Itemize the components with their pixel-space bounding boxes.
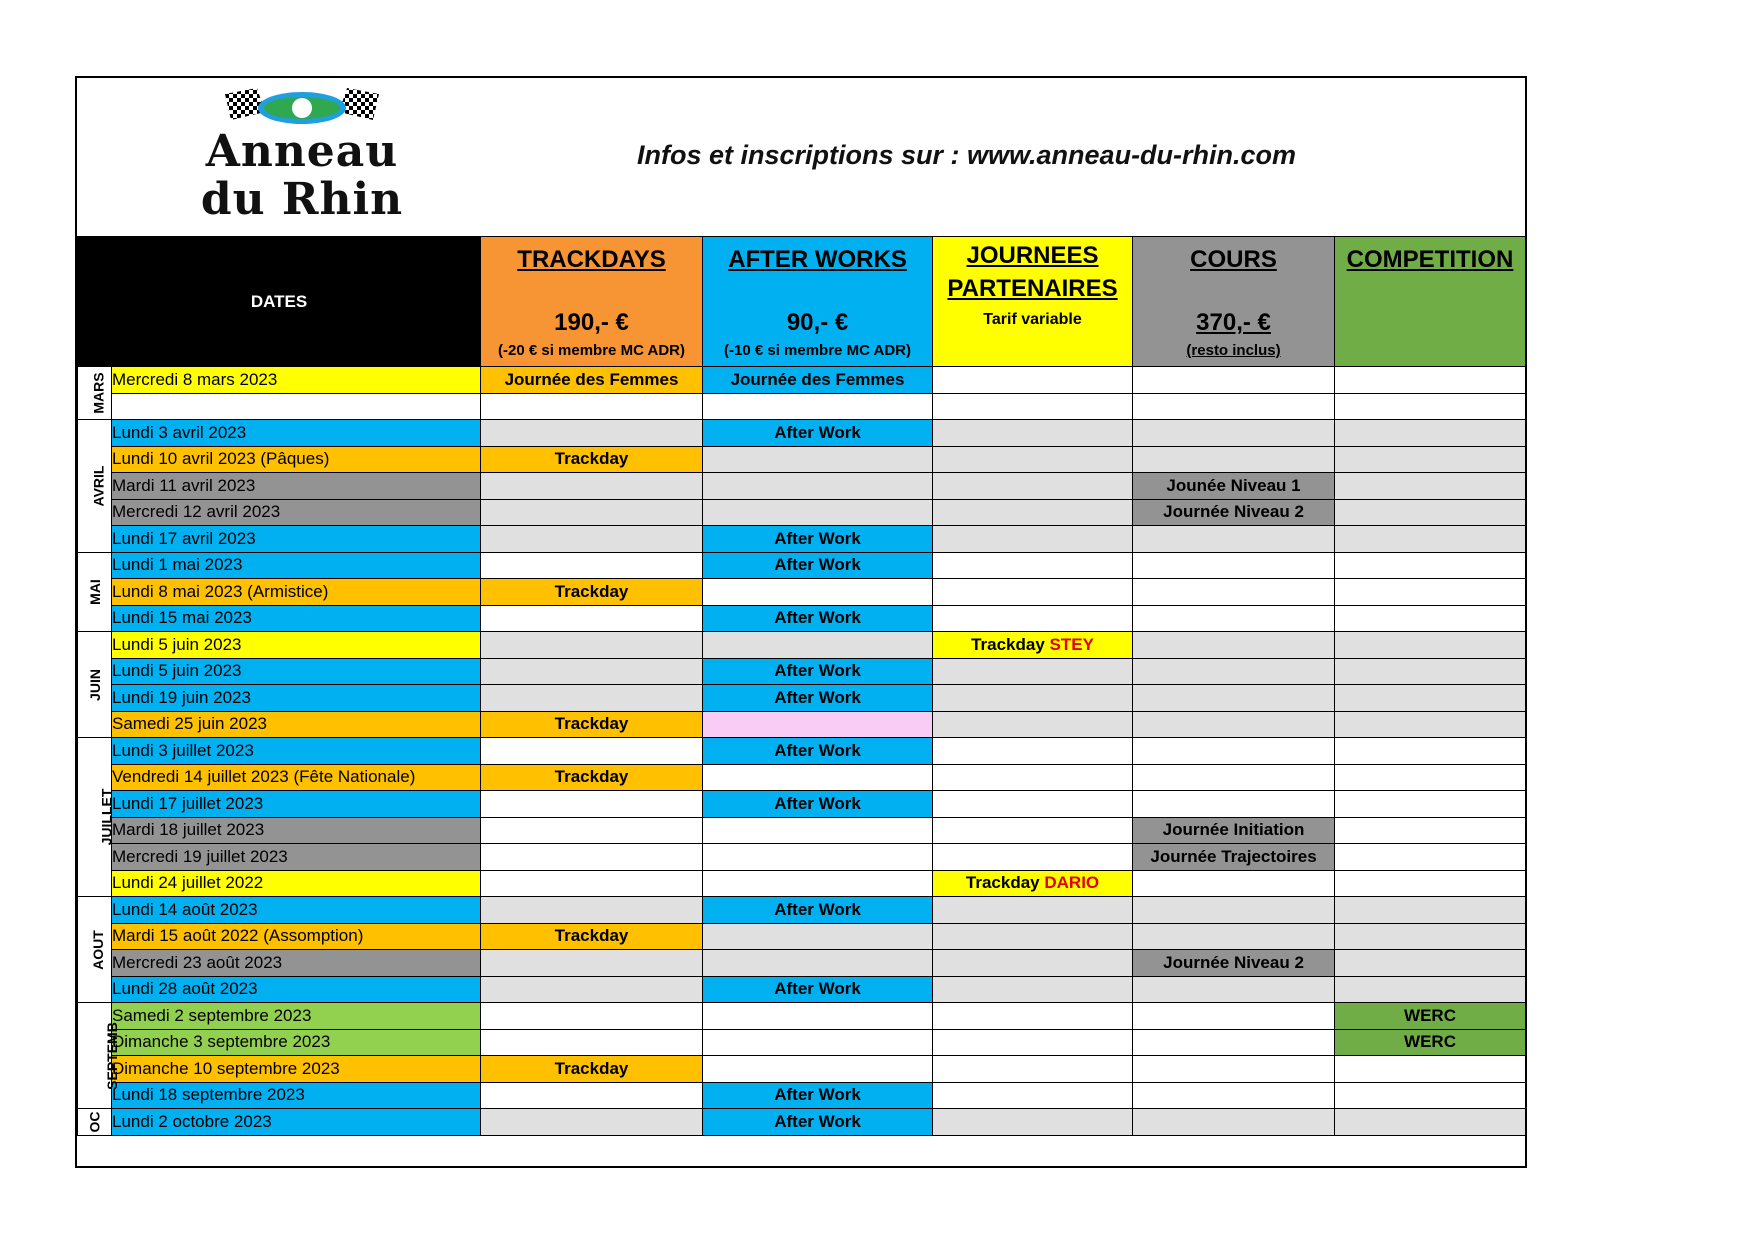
comp-cell xyxy=(1335,1003,1526,1030)
after-cell xyxy=(703,367,933,394)
date-cell xyxy=(112,393,481,420)
after-cell xyxy=(703,738,933,765)
table-row xyxy=(78,897,1526,924)
event-label: Trackday xyxy=(971,634,1045,654)
cours-cell xyxy=(1133,579,1335,606)
track-cell xyxy=(481,420,703,447)
comp-cell xyxy=(1335,791,1526,818)
date-cell: Mercredi 8 mars 2023 xyxy=(112,367,481,394)
event-label: Trackday xyxy=(554,767,629,787)
cours-cell xyxy=(1133,976,1335,1003)
table-row xyxy=(78,976,1526,1003)
comp-cell xyxy=(1335,473,1526,500)
month-label xyxy=(78,738,115,897)
part-cell xyxy=(933,791,1133,818)
part-cell xyxy=(933,526,1133,553)
event-label: After Work xyxy=(774,528,861,548)
cours-cell xyxy=(1133,685,1335,712)
part-cell xyxy=(933,1056,1133,1083)
cours-cell xyxy=(1133,526,1335,553)
comp-cell xyxy=(1335,870,1526,897)
event-label: After Work xyxy=(774,661,861,681)
event-label: After Work xyxy=(774,555,861,575)
track-cell xyxy=(481,764,703,791)
date-cell: Lundi 28 août 2023 xyxy=(112,976,481,1003)
partenaires-title1: JOURNEES xyxy=(966,242,1099,269)
table-row xyxy=(78,1003,1526,1030)
track-cell xyxy=(481,526,703,553)
comp-cell xyxy=(1335,446,1526,473)
part-cell xyxy=(933,764,1133,791)
cours-cell xyxy=(1133,764,1335,791)
part-cell xyxy=(933,420,1133,447)
part-cell xyxy=(933,738,1133,765)
afterworks-title: AFTER WORKS xyxy=(728,246,907,273)
comp-cell xyxy=(1335,844,1526,871)
part-cell xyxy=(933,552,1133,579)
track-cell xyxy=(481,897,703,924)
part-cell xyxy=(933,367,1133,394)
date-cell: Dimanche 10 septembre 2023 xyxy=(112,1056,481,1083)
event-label: After Work xyxy=(774,608,861,628)
date-cell: Lundi 15 mai 2023 xyxy=(112,605,481,632)
cours-cell xyxy=(1133,605,1335,632)
comp-cell xyxy=(1335,950,1526,977)
event-label: Journée Trajectoires xyxy=(1150,846,1317,866)
after-cell xyxy=(703,1109,933,1136)
partenaires-header xyxy=(933,237,1133,367)
table-row xyxy=(78,685,1526,712)
date-cell: Lundi 1 mai 2023 xyxy=(112,552,481,579)
afterworks-note: (-10 € si membre MC ADR) xyxy=(724,342,912,359)
part-cell xyxy=(933,1082,1133,1109)
after-cell xyxy=(703,870,933,897)
after-cell xyxy=(703,632,933,659)
table-row xyxy=(78,764,1526,791)
event-label: Trackday xyxy=(965,873,1040,893)
trackdays-header xyxy=(481,237,703,367)
track-cell xyxy=(481,446,703,473)
table-row xyxy=(78,605,1526,632)
comp-cell xyxy=(1335,393,1526,420)
trackdays-title: TRACKDAYS xyxy=(517,246,666,273)
part-cell xyxy=(933,393,1133,420)
comp-cell xyxy=(1335,658,1526,685)
event-label: Trackday xyxy=(554,926,629,946)
comp-cell xyxy=(1335,499,1526,526)
event-label: Journée des Femmes xyxy=(730,369,905,389)
part-cell xyxy=(933,844,1133,871)
date-cell: Samedi 2 septembre 2023 xyxy=(112,1003,481,1030)
after-cell xyxy=(703,1029,933,1056)
table-row xyxy=(78,632,1526,659)
date-cell: Lundi 14 août 2023 xyxy=(112,897,481,924)
checkered-flags-logo-icon xyxy=(217,86,387,128)
after-cell xyxy=(703,897,933,924)
date-cell: Dimanche 3 septembre 2023 xyxy=(112,1029,481,1056)
track-cell xyxy=(481,976,703,1003)
part-cell xyxy=(933,605,1133,632)
part-cell xyxy=(933,499,1133,526)
table-row xyxy=(78,579,1526,606)
after-cell xyxy=(703,1082,933,1109)
comp-cell xyxy=(1335,526,1526,553)
table-row xyxy=(78,499,1526,526)
date-cell: Samedi 25 juin 2023 xyxy=(112,711,481,738)
date-cell: Vendredi 14 juillet 2023 (Fête Nationale) xyxy=(112,764,481,791)
part-cell xyxy=(933,579,1133,606)
track-cell xyxy=(481,552,703,579)
event-label: WERC xyxy=(1404,1005,1456,1025)
table-row xyxy=(78,738,1526,765)
table-row xyxy=(78,923,1526,950)
part-cell xyxy=(933,685,1133,712)
partenaires-title2: PARTENAIRES xyxy=(947,275,1118,302)
table-row xyxy=(78,552,1526,579)
comp-cell xyxy=(1335,1029,1526,1056)
cours-cell xyxy=(1133,817,1335,844)
month-label xyxy=(78,420,112,553)
cours-title: COURS xyxy=(1190,246,1277,273)
event-label: After Work xyxy=(774,979,861,999)
comp-cell xyxy=(1335,1109,1526,1136)
track-cell xyxy=(481,367,703,394)
comp-cell xyxy=(1335,764,1526,791)
date-cell: Mercredi 12 avril 2023 xyxy=(112,499,481,526)
track-cell xyxy=(481,950,703,977)
track-cell xyxy=(481,605,703,632)
track-cell xyxy=(481,1109,703,1136)
event-label: After Work xyxy=(774,793,861,813)
header-row xyxy=(78,237,1526,367)
part-cell xyxy=(933,1029,1133,1056)
table-row xyxy=(78,711,1526,738)
table-row xyxy=(78,420,1526,447)
month-label xyxy=(78,1109,112,1136)
after-cell xyxy=(703,923,933,950)
cours-cell xyxy=(1133,870,1335,897)
month-label xyxy=(78,367,112,420)
table-row xyxy=(78,950,1526,977)
cours-cell xyxy=(1133,632,1335,659)
part-cell xyxy=(933,446,1133,473)
event-label: After Work xyxy=(774,899,861,919)
after-cell xyxy=(703,446,933,473)
comp-cell xyxy=(1335,1056,1526,1083)
table-row xyxy=(78,1029,1526,1056)
date-cell: Lundi 5 juin 2023 xyxy=(112,658,481,685)
cours-cell xyxy=(1133,1003,1335,1030)
date-cell: Lundi 17 juillet 2023 xyxy=(112,791,481,818)
month-text: JUIN xyxy=(86,668,103,701)
partner-name: STEY xyxy=(1049,634,1094,654)
track-cell xyxy=(481,632,703,659)
after-cell xyxy=(703,579,933,606)
after-cell xyxy=(703,1003,933,1030)
month-text: MAI xyxy=(86,578,103,605)
cours-cell xyxy=(1133,393,1335,420)
comp-cell xyxy=(1335,897,1526,924)
event-label: WERC xyxy=(1404,1032,1456,1052)
cours-cell xyxy=(1133,791,1335,818)
table-row xyxy=(78,446,1526,473)
table-row xyxy=(78,817,1526,844)
part-cell xyxy=(933,1003,1133,1030)
event-label: After Work xyxy=(774,1111,861,1131)
event-label: Journée des Femmes xyxy=(504,369,679,389)
date-cell: Lundi 5 juin 2023 xyxy=(112,632,481,659)
month-label xyxy=(78,632,112,738)
comp-cell xyxy=(1335,632,1526,659)
month-label xyxy=(78,1003,120,1109)
track-cell xyxy=(481,393,703,420)
partenaires-note: Tarif variable xyxy=(983,311,1082,328)
track-cell xyxy=(481,711,703,738)
comp-cell xyxy=(1335,711,1526,738)
month-text: AVRIL xyxy=(90,465,107,507)
table-row xyxy=(78,658,1526,685)
month-label xyxy=(78,552,112,632)
after-cell xyxy=(703,658,933,685)
track-cell xyxy=(481,1003,703,1030)
partner-name: DARIO xyxy=(1044,873,1100,893)
event-label: Journée Niveau 2 xyxy=(1163,952,1304,972)
table-row xyxy=(78,791,1526,818)
after-cell xyxy=(703,473,933,500)
event-label: Trackday xyxy=(554,449,629,469)
table-row xyxy=(78,844,1526,871)
comp-cell xyxy=(1335,685,1526,712)
cours-cell xyxy=(1133,1056,1335,1083)
comp-cell xyxy=(1335,923,1526,950)
cours-cell xyxy=(1133,1029,1335,1056)
after-cell xyxy=(703,950,933,977)
month-text: JUILLET xyxy=(98,788,115,846)
date-cell: Mardi 18 juillet 2023 xyxy=(112,817,481,844)
date-cell: Lundi 19 juin 2023 xyxy=(112,685,481,712)
cours-cell xyxy=(1133,367,1335,394)
date-cell: Lundi 8 mai 2023 (Armistice) xyxy=(112,579,481,606)
event-label: After Work xyxy=(774,687,861,707)
cours-cell xyxy=(1133,658,1335,685)
table-row xyxy=(78,1109,1526,1136)
track-cell xyxy=(481,738,703,765)
competition-header xyxy=(1335,237,1526,367)
event-label: After Work xyxy=(774,740,861,760)
cours-note: (resto inclus) xyxy=(1186,342,1281,359)
track-cell xyxy=(481,499,703,526)
schedule-table xyxy=(77,236,1526,1136)
date-cell: Lundi 3 juillet 2023 xyxy=(112,738,481,765)
table-row xyxy=(78,393,1526,420)
calendar-sheet xyxy=(75,76,1527,1168)
track-cell xyxy=(481,844,703,871)
afterworks-header xyxy=(703,237,933,367)
date-cell: Mercredi 19 juillet 2023 xyxy=(112,844,481,871)
after-cell xyxy=(703,711,933,738)
part-cell xyxy=(933,711,1133,738)
part-cell xyxy=(933,632,1133,659)
month-text: OC xyxy=(86,1111,103,1133)
part-cell xyxy=(933,897,1133,924)
part-cell xyxy=(933,1109,1133,1136)
track-cell xyxy=(481,817,703,844)
cours-header xyxy=(1133,237,1335,367)
after-cell xyxy=(703,844,933,871)
comp-cell xyxy=(1335,605,1526,632)
schedule-body xyxy=(78,367,1526,1136)
comp-cell xyxy=(1335,976,1526,1003)
trackdays-note: (-20 € si membre MC ADR) xyxy=(498,342,686,359)
cours-cell xyxy=(1133,711,1335,738)
after-cell xyxy=(703,817,933,844)
comp-cell xyxy=(1335,420,1526,447)
table-row xyxy=(78,367,1526,394)
track-cell xyxy=(481,658,703,685)
date-cell: Mardi 11 avril 2023 xyxy=(112,473,481,500)
cours-cell xyxy=(1133,552,1335,579)
comp-cell xyxy=(1335,817,1526,844)
after-cell xyxy=(703,499,933,526)
after-cell xyxy=(703,420,933,447)
date-cell: Lundi 17 avril 2023 xyxy=(112,526,481,553)
cours-cell xyxy=(1133,446,1335,473)
after-cell xyxy=(703,605,933,632)
header xyxy=(77,78,1525,238)
date-cell: Lundi 3 avril 2023 xyxy=(112,420,481,447)
date-cell: Mercredi 23 août 2023 xyxy=(112,950,481,977)
comp-cell xyxy=(1335,367,1526,394)
trackdays-price: 190,- € xyxy=(554,309,629,336)
cours-price: 370,- € xyxy=(1196,309,1271,336)
part-cell xyxy=(933,950,1133,977)
event-label: Journée Initiation xyxy=(1162,820,1305,840)
info-url-text: Infos et inscriptions sur : www.anneau-du-rhin.com xyxy=(637,140,1297,170)
part-cell xyxy=(933,923,1133,950)
after-cell xyxy=(703,764,933,791)
track-cell xyxy=(481,870,703,897)
track-cell xyxy=(481,923,703,950)
month-text: MARS xyxy=(90,372,107,414)
track-cell xyxy=(481,473,703,500)
track-cell xyxy=(481,791,703,818)
event-label: Journée Niveau 2 xyxy=(1163,502,1304,522)
date-cell: Lundi 10 avril 2023 (Pâques) xyxy=(112,446,481,473)
cours-cell xyxy=(1133,473,1335,500)
cours-cell xyxy=(1133,844,1335,871)
event-label: Trackday xyxy=(554,1058,629,1078)
comp-cell xyxy=(1335,552,1526,579)
event-label: After Work xyxy=(774,422,861,442)
logo xyxy=(187,86,417,226)
after-cell xyxy=(703,976,933,1003)
logo-text-line2: du Rhin xyxy=(200,174,404,225)
after-cell xyxy=(703,552,933,579)
cours-cell xyxy=(1133,897,1335,924)
cours-cell xyxy=(1133,923,1335,950)
table-row xyxy=(78,1056,1526,1083)
track-cell xyxy=(481,1056,703,1083)
part-cell xyxy=(933,817,1133,844)
after-cell xyxy=(703,526,933,553)
comp-cell xyxy=(1335,579,1526,606)
after-cell xyxy=(703,393,933,420)
month-text: AOUT xyxy=(89,929,106,970)
track-cell xyxy=(481,579,703,606)
part-cell xyxy=(933,870,1133,897)
logo-text-line1: Anneau xyxy=(205,126,399,177)
afterworks-price: 90,- € xyxy=(786,309,849,336)
month-text: SEPTEMB xyxy=(103,1021,120,1090)
event-label: After Work xyxy=(774,1085,861,1105)
table-row xyxy=(78,473,1526,500)
track-cell xyxy=(481,1082,703,1109)
track-cell xyxy=(481,685,703,712)
table-row xyxy=(78,1082,1526,1109)
cours-cell xyxy=(1133,950,1335,977)
part-cell xyxy=(933,658,1133,685)
after-cell xyxy=(703,791,933,818)
after-cell xyxy=(703,685,933,712)
track-cell xyxy=(481,1029,703,1056)
competition-title: COMPETITION xyxy=(1346,246,1514,273)
event-label: Jounée Niveau 1 xyxy=(1166,475,1301,495)
cours-cell xyxy=(1133,1109,1335,1136)
cours-cell xyxy=(1133,499,1335,526)
part-cell xyxy=(933,976,1133,1003)
dates-header: DATES xyxy=(78,237,481,367)
comp-cell xyxy=(1335,738,1526,765)
event-label: Trackday xyxy=(554,581,629,601)
cours-cell xyxy=(1133,420,1335,447)
date-cell: Lundi 2 octobre 2023 xyxy=(112,1109,481,1136)
date-cell: Mardi 15 août 2022 (Assomption) xyxy=(112,923,481,950)
cours-cell xyxy=(1133,738,1335,765)
month-label xyxy=(78,897,112,1003)
event-label: Trackday xyxy=(554,714,629,734)
comp-cell xyxy=(1335,1082,1526,1109)
cours-cell xyxy=(1133,1082,1335,1109)
part-cell xyxy=(933,473,1133,500)
date-cell: Lundi 24 juillet 2022 xyxy=(112,870,481,897)
table-row xyxy=(78,526,1526,553)
after-cell xyxy=(703,1056,933,1083)
table-row xyxy=(78,870,1526,897)
date-cell: Lundi 18 septembre 2023 xyxy=(112,1082,481,1109)
